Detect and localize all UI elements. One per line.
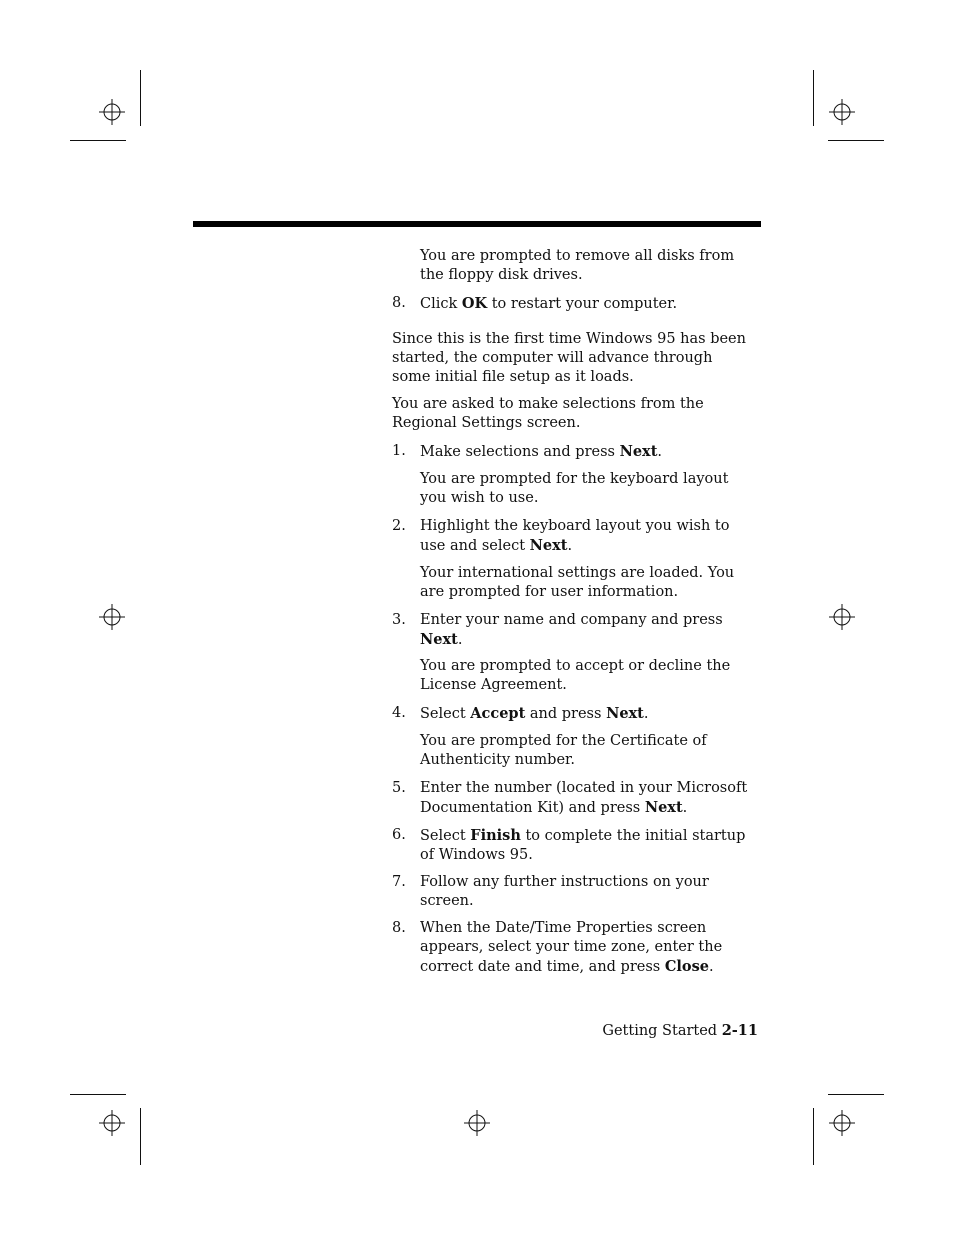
registration-mark-icon [99,99,125,125]
step-text: and press [525,706,607,722]
step-text: Select [420,828,471,844]
step-number: 7. [392,874,406,890]
step-enter-number [420,779,747,818]
registration-mark-icon [829,604,855,630]
crop-mark [813,70,814,126]
next-keyword: Next [606,705,644,722]
step-number: 4. [392,705,406,721]
crop-mark [828,140,884,141]
next-keyword: Next [619,443,658,460]
step-text: Enter your name and company and press [420,612,723,628]
step-text: appears, select your time zone, enter the [420,939,723,955]
paragraph-international-settings: Your international settings are loaded. You are prompted for user information. [420,565,735,600]
page-number: 2-11 [721,1022,758,1039]
registration-mark-icon [829,1110,855,1136]
footer-section: Getting Started [602,1023,722,1039]
page-footer [602,1021,758,1041]
step-text: . [708,959,714,975]
step-number: 6. [392,827,406,843]
step-text: Click [420,296,462,312]
step-text: . [657,444,663,460]
step-select-finish [420,826,745,865]
crop-mark [813,1108,814,1165]
crop-mark [828,1094,884,1095]
accept-keyword: Accept [470,705,526,722]
registration-mark-icon [99,604,125,630]
step-follow-instructions: Follow any further instructions on your screen. [420,874,709,909]
paragraph-certificate: You are prompted for the Certificate of Authenticity number. [420,733,707,768]
paragraph-first-time: Since this is the first time Windows 95 has been started, the computer will advance through some initial file setup as it loads. [392,331,746,385]
step-text: Make selections and press [420,444,620,460]
next-keyword: Next [420,631,458,648]
step-text: Enter the number (located in your Microsoft [420,780,748,796]
paragraph-remove-disks: You are prompted to remove all disks from the floppy disk drives. [420,248,735,283]
registration-mark-icon [829,99,855,125]
registration-mark-icon [464,1110,490,1136]
registration-mark-icon [99,1110,125,1136]
step-make-selections [420,442,662,462]
step-number: 2. [392,518,406,534]
step-text: of Windows 95. [420,847,533,863]
next-keyword: Next [529,537,568,554]
step-keyboard-layout [420,517,729,556]
crop-mark [140,1108,141,1165]
step-text: Highlight the keyboard layout you wish to [420,518,730,534]
step-restart [420,294,677,314]
step-text: use and select [420,538,530,554]
paragraph-keyboard-prompt: You are prompted for the keyboard layout you wish to use. [420,471,729,506]
step-text: to restart your computer. [487,296,678,312]
step-select-accept [420,704,649,724]
step-number: 5. [392,780,406,796]
step-text: Select [420,706,471,722]
next-keyword: Next [644,799,683,816]
step-text: . [457,632,463,648]
step-text: . [643,706,649,722]
step-text: to complete the initial startup [520,828,746,844]
step-number: 1. [392,443,406,459]
step-enter-name [420,611,723,650]
step-number: 8. [392,920,406,936]
step-text: When the Date/Time Properties screen [420,920,707,936]
step-number: 3. [392,612,406,628]
header-rule [193,221,761,227]
step-text: correct date and time, and press [420,959,665,975]
ok-keyword: OK [461,295,488,312]
step-text: . [567,538,573,554]
crop-mark [70,140,126,141]
finish-keyword: Finish [470,827,521,844]
step-text: . [682,800,688,816]
step-text: Documentation Kit) and press [420,800,645,816]
crop-mark [70,1094,126,1095]
step-date-time [420,919,722,977]
close-keyword: Close [664,958,709,975]
step-number: 8. [392,295,406,311]
crop-mark [140,70,141,126]
paragraph-regional-settings: You are asked to make selections from the Regional Settings screen. [392,396,704,431]
paragraph-license-agreement: You are prompted to accept or decline the License Agreement. [420,658,731,693]
